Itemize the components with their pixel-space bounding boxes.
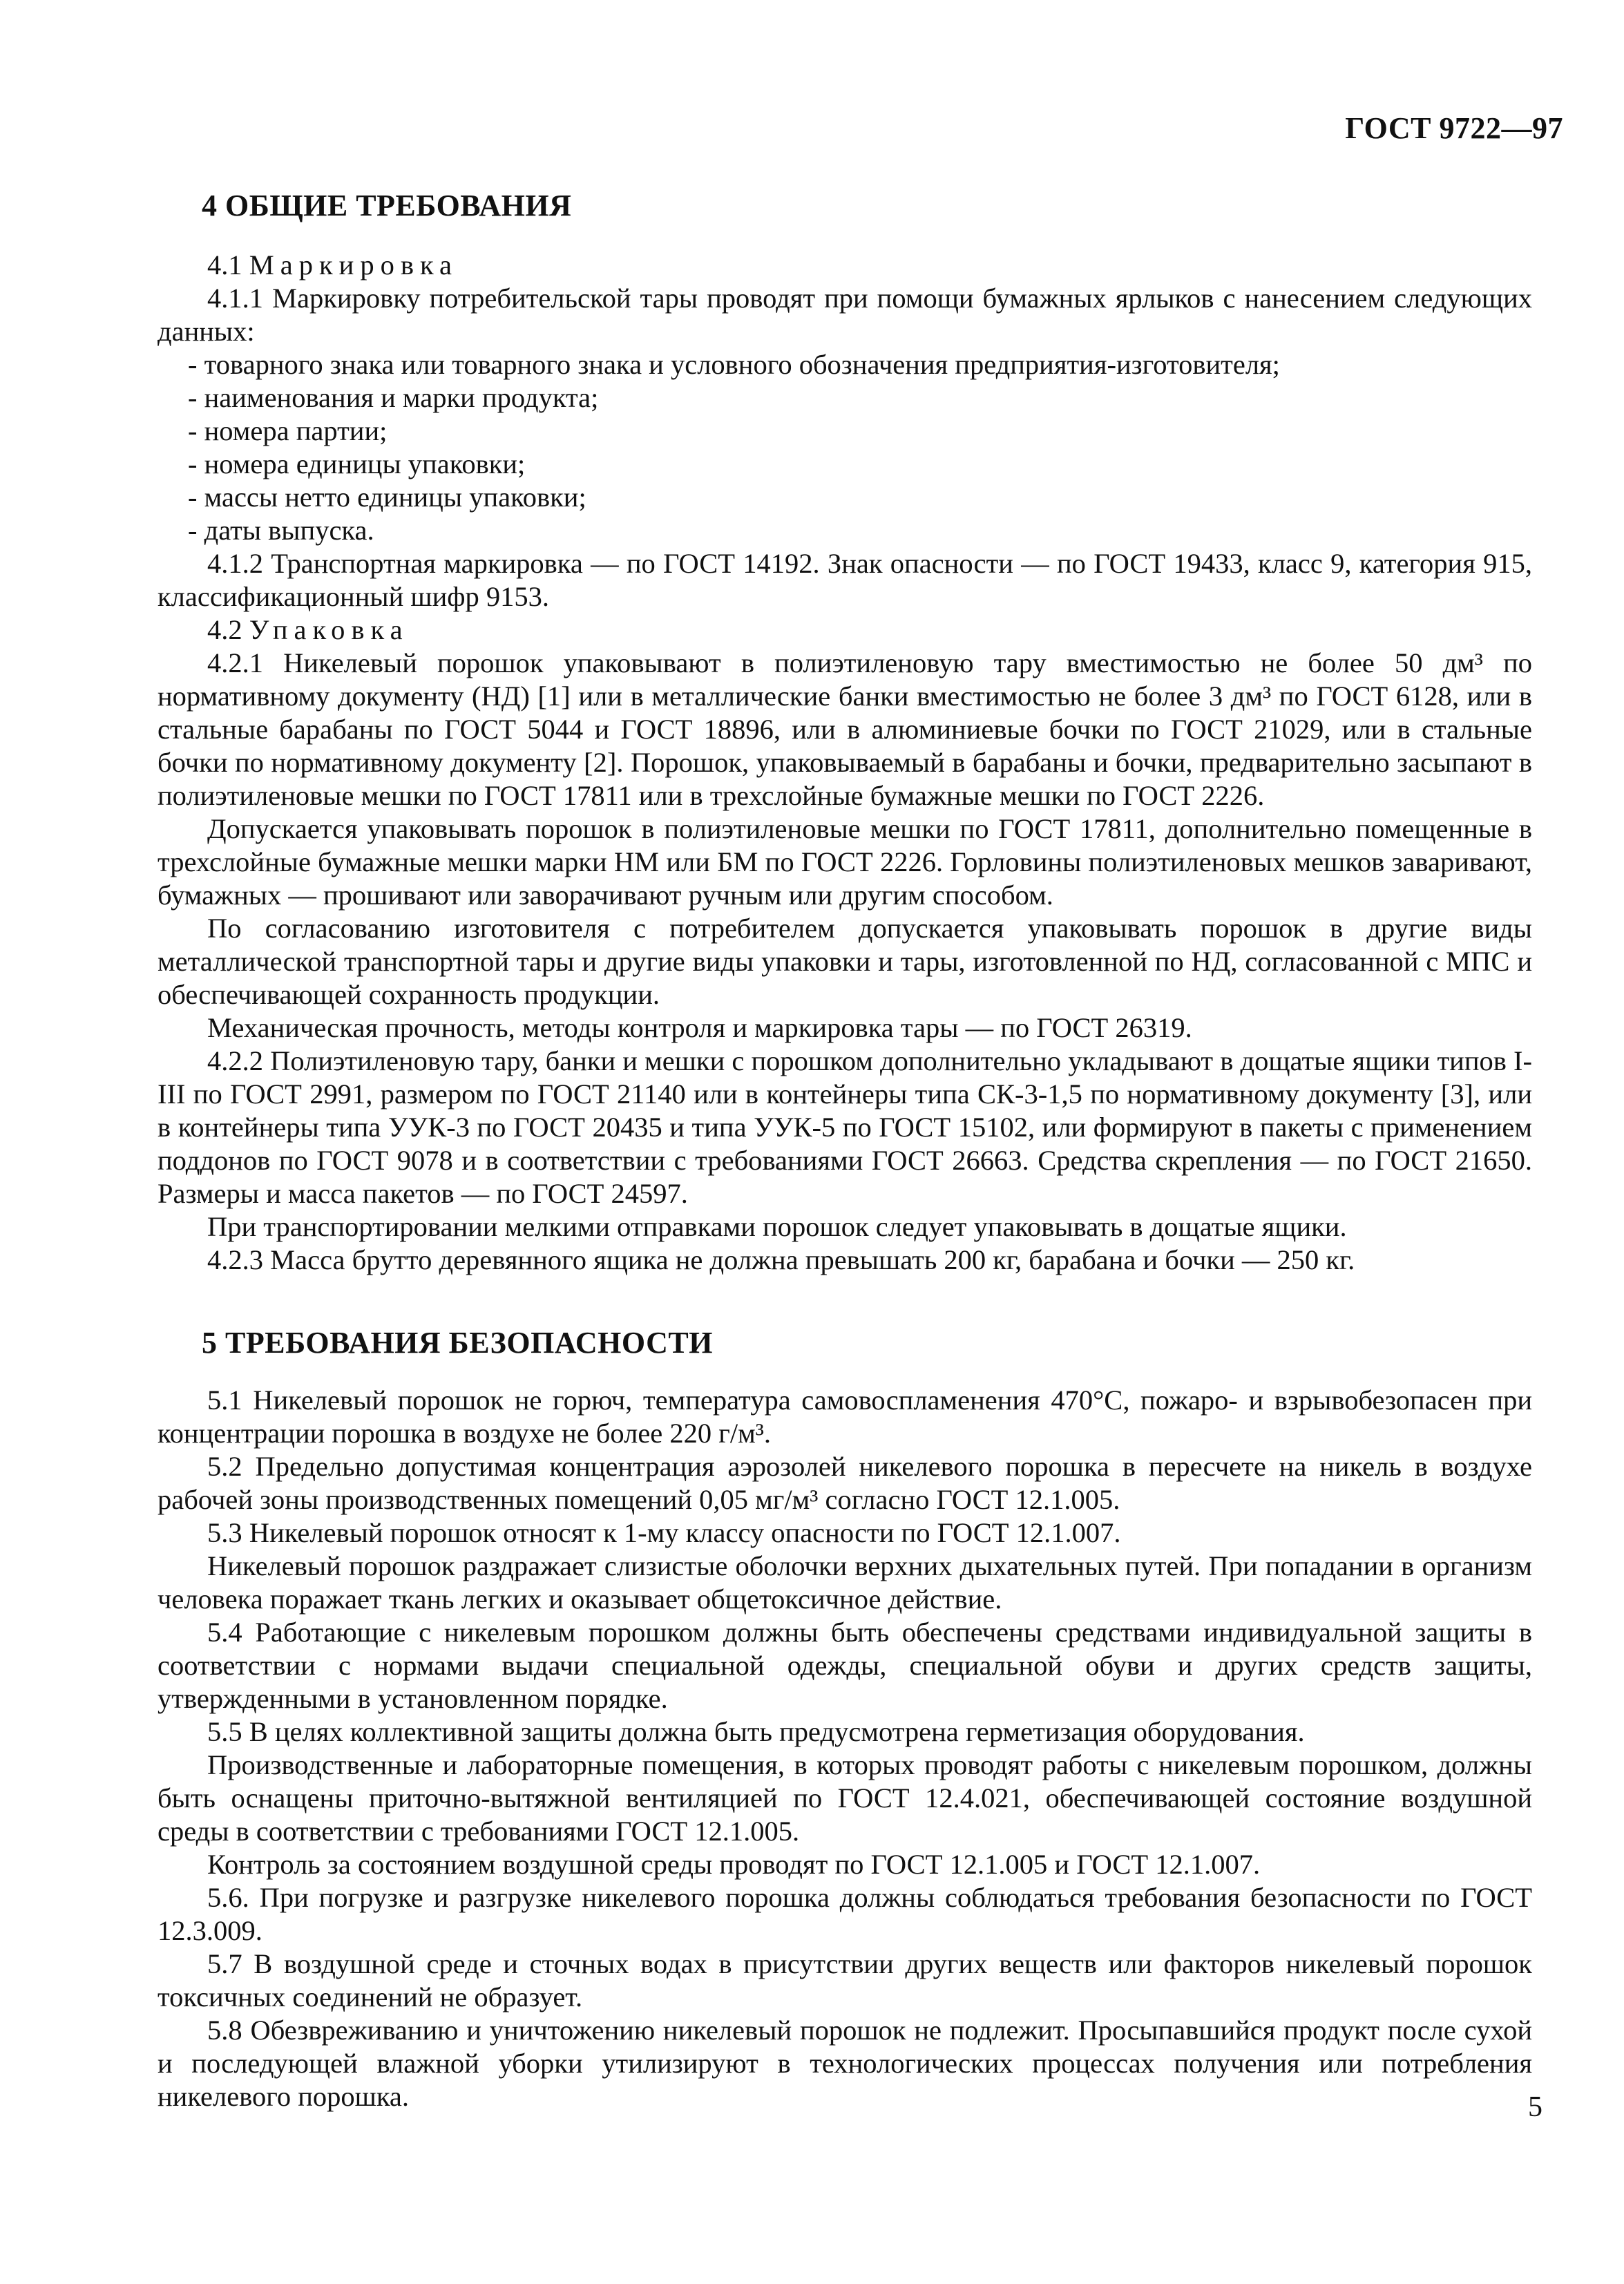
paragraph-control: Контроль за состоянием воздушной среды проводят по ГОСТ 12.1.005 и ГОСТ 12.1.007. [207, 1849, 1261, 1880]
paragraph-4-2-2: 4.2.2 Полиэтиленовую тару, банки и мешки с порошком дополнительно укладывают в дощатые ящики типов I-III по ГОСТ 2991, размером по ГОСТ 21140 или в контейнеры типа СК-3-1,5 по нормативному документу [3], или в контейнеры типа УУК-3 по ГОСТ 20435 и типа УУК-5 по ГОСТ 15102, или формируют в пакеты с применением поддонов по ГОСТ 9078 и в соответствии с требованиями ГОСТ 26663. Средства скрепления — по ГОСТ 21650. Размеры и масса пакетов — по ГОСТ 24597. [157, 1045, 1532, 1209]
subsection-4-2-title: Упаковка [249, 614, 409, 645]
list-item: - номера партии; [188, 415, 388, 446]
subsection-4-2-number: 4.2 [207, 614, 242, 645]
section-4-body [157, 249, 1532, 1277]
section-4-title: 4 ОБЩИЕ ТРЕБОВАНИЯ [202, 189, 572, 222]
list-item: - массы нетто единицы упаковки; [188, 482, 586, 513]
paragraph-agreement: По согласованию изготовителя с потребителем допускается упаковывать порошок в другие виды металлической транспортной тары и другие виды упаковки и тары, изготовленной по НД, согласованной с МПС и обеспечивающей сохранность продукции. [157, 913, 1532, 1010]
paragraph-5-5: 5.5 В целях коллективной защиты должна быть предусмотрена герметизация оборудования. [207, 1716, 1305, 1747]
paragraph-4-2-3: 4.2.3 Масса брутто деревянного ящика не должна превышать 200 кг, барабана и бочки — 250 кг. [207, 1244, 1355, 1275]
subsection-4-1-number: 4.1 [207, 249, 242, 280]
page-number: 5 [1528, 2091, 1542, 2123]
document-number: ГОСТ 9722—97 [1345, 111, 1563, 145]
paragraph-allowed: Допускается упаковывать порошок в полиэтиленовые мешки по ГОСТ 17811, дополнительно помещенные в трехслойные бумажные мешки марки НМ или БМ по ГОСТ 2226. Горловины полиэтиленовых мешков заваривают, бумажных — прошивают или заворачивают ручным или другим способом. [157, 813, 1532, 911]
subsection-4-1-heading [157, 249, 1532, 282]
section-5-title: 5 ТРЕБОВАНИЯ БЕЗОПАСНОСТИ [202, 1326, 714, 1360]
list-item: - наименования и марки продукта; [188, 382, 599, 413]
paragraph-4-1-2: 4.1.2 Транспортная маркировка — по ГОСТ 14192. Знак опасности — по ГОСТ 19433, класс 9, категория 915, классификационный шифр 9153. [157, 548, 1532, 612]
paragraph-4-2-1: 4.2.1 Никелевый порошок упаковывают в полиэтиленовую тару вместимостью не более 50 дм³ по нормативному документу (НД) [1] или в металлические банки вместимостью не более 3 дм³ по ГОСТ 6128, или в стальные барабаны по ГОСТ 5044 и ГОСТ 18896, или в алюминиевые бочки по ГОСТ 21029, или в стальные бочки по нормативному документу [2]. Порошок, упаковываемый в барабаны и бочки, предварительно засыпают в полиэтиленовые мешки по ГОСТ 17811 или в трехслойные бумажные мешки по ГОСТ 2226. [157, 647, 1532, 811]
paragraph-transport: При транспортировании мелкими отправками порошок следует упаковывать в дощатые ящики. [207, 1211, 1347, 1242]
paragraph-premises: Производственные и лабораторные помещения, в которых проводят работы с никелевым порошком, должны быть оснащены приточно-вытяжной вентиляцией по ГОСТ 12.4.021, обеспечивающей состояние воздушной среды в соответствии с требованиями ГОСТ 12.1.005. [157, 1749, 1532, 1847]
paragraph-5-3: 5.3 Никелевый порошок относят к 1-му классу опасности по ГОСТ 12.1.007. [207, 1517, 1121, 1548]
paragraph-4-1-1: 4.1.1 Маркировку потребительской тары проводят при помощи бумажных ярлыков с нанесением следующих данных: [157, 283, 1532, 347]
section-5-body [157, 1384, 1532, 2113]
paragraph-irritant: Никелевый порошок раздражает слизистые оболочки верхних дыхательных путей. При попадании в организм человека поражает ткань легких и оказывает общетоксичное действие. [157, 1550, 1532, 1615]
paragraph-5-6: 5.6. При погрузке и разгрузке никелевого порошка должны соблюдаться требования безопасности по ГОСТ 12.3.009. [157, 1882, 1532, 1946]
list-item: - товарного знака или товарного знака и условного обозначения предприятия-изготовителя; [188, 349, 1280, 380]
paragraph-mechanical: Механическая прочность, методы контроля и маркировка тары — по ГОСТ 26319. [207, 1012, 1192, 1043]
paragraph-5-7: 5.7 В воздушной среде и сточных водах в присутствии других веществ или факторов никелевый порошок токсичных соединений не образует. [157, 1948, 1532, 2012]
paragraph-5-2: 5.2 Предельно допустимая концентрация аэрозолей никелевого порошка в пересчете на никель в воздухе рабочей зоны производственных помещений 0,05 мг/м³ согласно ГОСТ 12.1.005. [157, 1451, 1532, 1515]
subsection-4-1-title: Маркировка [249, 249, 458, 280]
paragraph-5-4: 5.4 Работающие с никелевым порошком должны быть обеспечены средствами индивидуальной защиты в соответствии с нормами выдачи специальной одежды, специальной обуви и других средств защиты, утвержденными в установленном порядке. [157, 1617, 1532, 1714]
paragraph-5-8: 5.8 Обезвреживанию и уничтожению никелевый порошок не подлежит. Просыпавшийся продукт после сухой и последующей влажной уборки утилизируют в технологических процессах получения или потребления никелевого порошка. [157, 2015, 1532, 2112]
list-item: - номера единицы упаковки; [188, 448, 526, 479]
subsection-4-2-heading [157, 613, 1532, 647]
list-item: - даты выпуска. [188, 515, 374, 546]
paragraph-5-1: 5.1 Никелевый порошок не горюч, температура самовоспламенения 470°С, пожаро- и взрывобезопасен при концентрации порошка в воздухе не более 220 г/м³. [157, 1384, 1532, 1449]
